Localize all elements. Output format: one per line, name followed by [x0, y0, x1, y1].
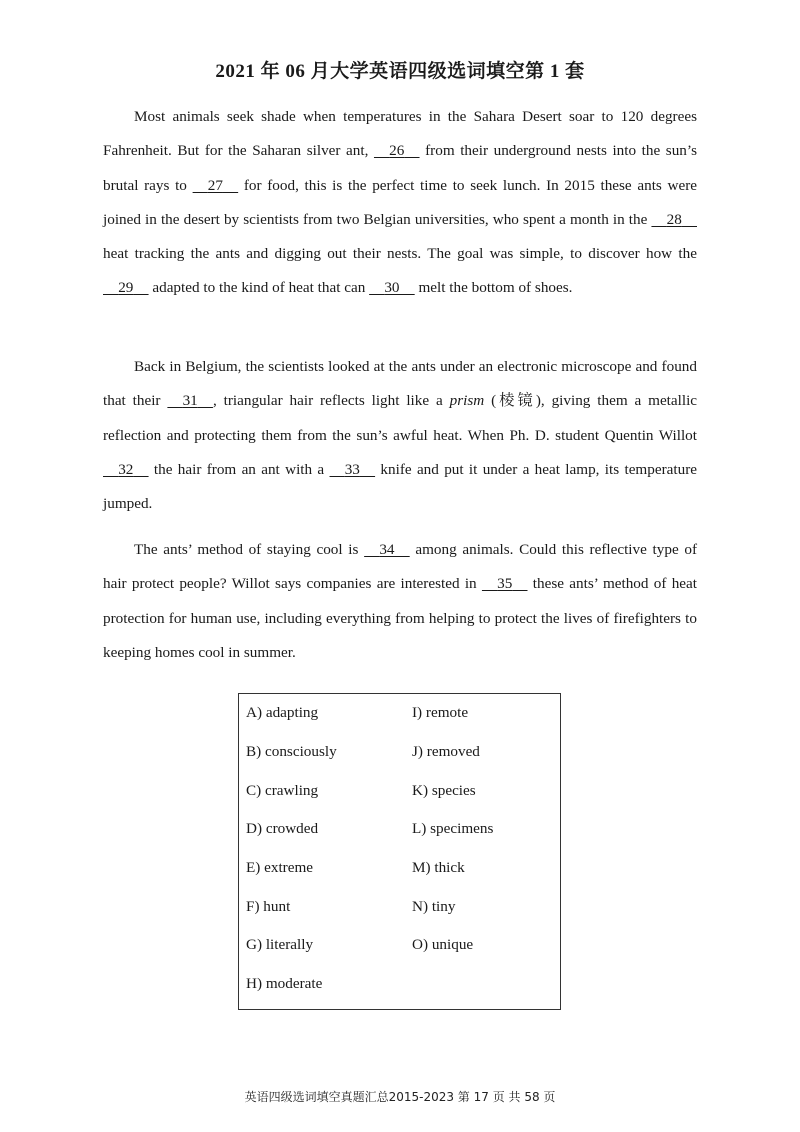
- text: , triangular hair reflects light like a: [212, 392, 443, 410]
- paragraph-3: [103, 533, 697, 670]
- text: Most animals seek shade when temperatures in the Sahara Desert soar to 120 degrees Fahrenheit. But for the Saharan silver ant,: [103, 108, 697, 160]
- paragraph-2: [103, 350, 697, 521]
- option-f: F) hunt: [246, 898, 291, 915]
- option-a: A) adapting: [246, 704, 319, 721]
- option-l: L) specimens: [412, 820, 494, 837]
- option-b: B) consciously: [246, 743, 337, 760]
- blank-26: 26: [389, 142, 405, 160]
- option-d: D) crowded: [246, 820, 319, 837]
- text: the hair from an ant with a: [153, 460, 325, 478]
- text: these ants’ method of heat protection for human use, including everything from helping to protect the lives of firefighters to keeping homes cool in summer.: [103, 575, 697, 661]
- text: The ants’ method of staying cool is: [134, 541, 359, 558]
- text: (棱镜), giving them a metallic reflection and protecting them from the sun’s awful heat. When Ph. D. student Quentin Willot: [103, 392, 698, 444]
- option-m: M) thick: [412, 859, 465, 876]
- option-i: I) remote: [412, 704, 469, 721]
- word-bank: [238, 693, 561, 1010]
- text: for food, this is the perfect time to seek lunch. In 2015 these ants were joined in the desert by scientists from two Belgian universities, who spent a month in the: [103, 176, 698, 228]
- option-h: H) moderate: [246, 975, 323, 992]
- blank-28: 28: [666, 210, 682, 228]
- prism-word: prism: [449, 392, 485, 410]
- text: from their underground nests into the sun’s brutal rays to: [103, 142, 698, 194]
- page-title: 2021 年 06 月大学英语四级选词填空第 1 套: [215, 61, 585, 82]
- page-footer: 英语四级选词填空真题汇总2015-2023 第 17 页 共 58 页: [244, 1090, 556, 1104]
- paragraph-1: [103, 100, 697, 306]
- blank-33: 33: [344, 460, 360, 478]
- option-k: K) species: [412, 782, 476, 799]
- text: knife and put it under a heat lamp, its temperature jumped.: [103, 460, 697, 513]
- option-e: E) extreme: [246, 859, 314, 876]
- text: adapted to the kind of heat that can: [152, 279, 366, 297]
- blank-30: 30: [384, 279, 400, 297]
- blank-35: 35: [497, 575, 513, 593]
- blank-29: 29: [118, 279, 134, 297]
- text: among animals. Could this reflective type of hair protect people? Willot says companies are interested in: [103, 541, 698, 593]
- blank-31: 31: [182, 392, 198, 410]
- option-j: J) removed: [412, 743, 480, 760]
- text: Back in Belgium, the scientists looked at the ants under an electronic microscope and found that their: [103, 358, 697, 410]
- option-c: C) crawling: [246, 782, 319, 799]
- option-g: G) literally: [246, 936, 314, 953]
- blank-27: 27: [207, 176, 223, 194]
- blank-34: 34: [379, 541, 395, 558]
- option-o: O) unique: [412, 936, 474, 953]
- text: melt the bottom of shoes.: [418, 279, 573, 297]
- blank-32: 32: [118, 460, 134, 478]
- option-n: N) tiny: [412, 898, 456, 915]
- text: heat tracking the ants and digging out their nests. The goal was simple, to discover how the: [103, 245, 697, 263]
